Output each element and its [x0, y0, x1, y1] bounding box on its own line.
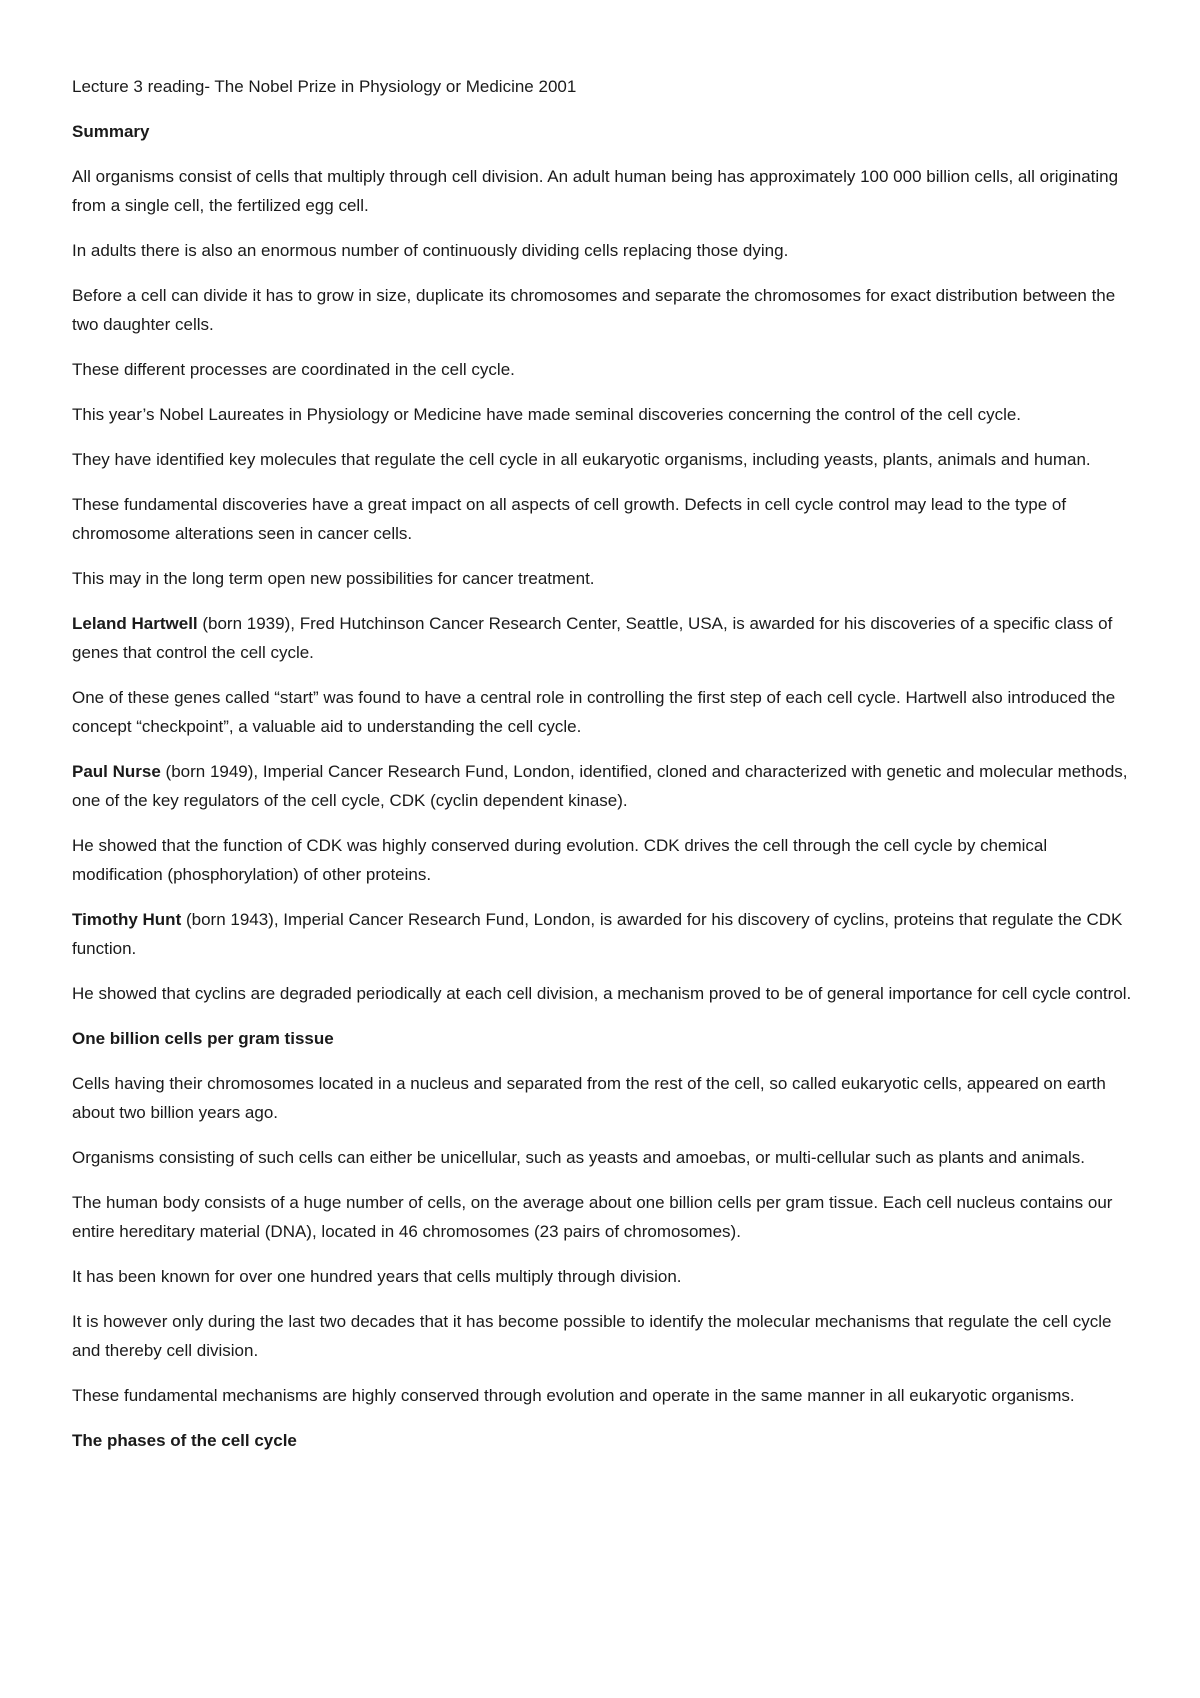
paragraph: He showed that cyclins are degraded periodically at each cell division, a mechanism proved to be of general importance for cell cycle control.: [72, 984, 1132, 1003]
paragraph: This year’s Nobel Laureates in Physiology or Medicine have made seminal discoveries concerning the control of the cell cycle.: [72, 405, 1022, 424]
paragraph: The human body consists of a huge number of cells, on the average about one billion cells per gram tissue. Each cell nucleus contains our entire hereditary material (DNA), located in 46 chromosomes (23 pairs of chromosomes).: [72, 1193, 1113, 1241]
laureate-nurse-paragraph: [72, 757, 1132, 815]
document-title: Lecture 3 reading- The Nobel Prize in Physiology or Medicine 2001: [72, 77, 577, 96]
paragraph: He showed that the function of CDK was highly conserved during evolution. CDK drives the cell through the cell cycle by chemical modification (phosphorylation) of other proteins.: [72, 836, 1048, 884]
laureate-name-nurse: Paul Nurse: [72, 762, 161, 781]
document-body: [72, 72, 1132, 1471]
paragraph: Organisms consisting of such cells can either be unicellular, such as yeasts and amoebas, or multi-cellular such as plants and animals.: [72, 1148, 1085, 1167]
paragraph: It has been known for over one hundred years that cells multiply through division.: [72, 1267, 682, 1286]
section-heading-billion-cells: One billion cells per gram tissue: [72, 1029, 334, 1048]
paragraph: In adults there is also an enormous number of continuously dividing cells replacing those dying.: [72, 241, 789, 260]
laureate-hartwell-paragraph: [72, 609, 1132, 667]
paragraph: This may in the long term open new possibilities for cancer treatment.: [72, 569, 595, 588]
paragraph: They have identified key molecules that regulate the cell cycle in all eukaryotic organisms, including yeasts, plants, animals and human.: [72, 450, 1091, 469]
paragraph: Before a cell can divide it has to grow in size, duplicate its chromosomes and separate the chromosomes for exact distribution between the two daughter cells.: [72, 286, 1116, 334]
paragraph: These fundamental discoveries have a great impact on all aspects of cell growth. Defects in cell cycle control may lead to the type of chromosome alterations seen in cancer cells.: [72, 495, 1067, 543]
paragraph: It is however only during the last two decades that it has become possible to identify the molecular mechanisms that regulate the cell cycle and thereby cell division.: [72, 1312, 1112, 1360]
paragraph: These different processes are coordinated in the cell cycle.: [72, 360, 515, 379]
laureate-text-hartwell: (born 1939), Fred Hutchinson Cancer Research Center, Seattle, USA, is awarded for his discoveries of a specific class of genes that control the cell cycle.: [72, 614, 1113, 662]
summary-heading: Summary: [72, 122, 150, 141]
paragraph: All organisms consist of cells that multiply through cell division. An adult human being has approximately 100 000 billion cells, all originating from a single cell, the fertilized egg cell.: [72, 167, 1119, 215]
paragraph: One of these genes called “start” was found to have a central role in controlling the first step of each cell cycle. Hartwell also introduced the concept “checkpoint”, a valuable aid to understanding the cell cycle.: [72, 688, 1116, 736]
laureate-text-hunt: (born 1943), Imperial Cancer Research Fund, London, is awarded for his discovery of cyclins, proteins that regulate the CDK function.: [72, 910, 1123, 958]
section-heading-cell-cycle-phases: The phases of the cell cycle: [72, 1431, 297, 1450]
paragraph: Cells having their chromosomes located in a nucleus and separated from the rest of the cell, so called eukaryotic cells, appeared on earth about two billion years ago.: [72, 1074, 1106, 1122]
laureate-name-hunt: Timothy Hunt: [72, 910, 182, 929]
laureate-hunt-paragraph: [72, 905, 1132, 963]
paragraph: These fundamental mechanisms are highly conserved through evolution and operate in the same manner in all eukaryotic organisms.: [72, 1386, 1075, 1405]
laureate-text-nurse: (born 1949), Imperial Cancer Research Fund, London, identified, cloned and characterized with genetic and molecular methods, one of the key regulators of the cell cycle, CDK (cyclin dependent kinase).: [72, 762, 1128, 810]
laureate-name-hartwell: Leland Hartwell: [72, 614, 198, 633]
